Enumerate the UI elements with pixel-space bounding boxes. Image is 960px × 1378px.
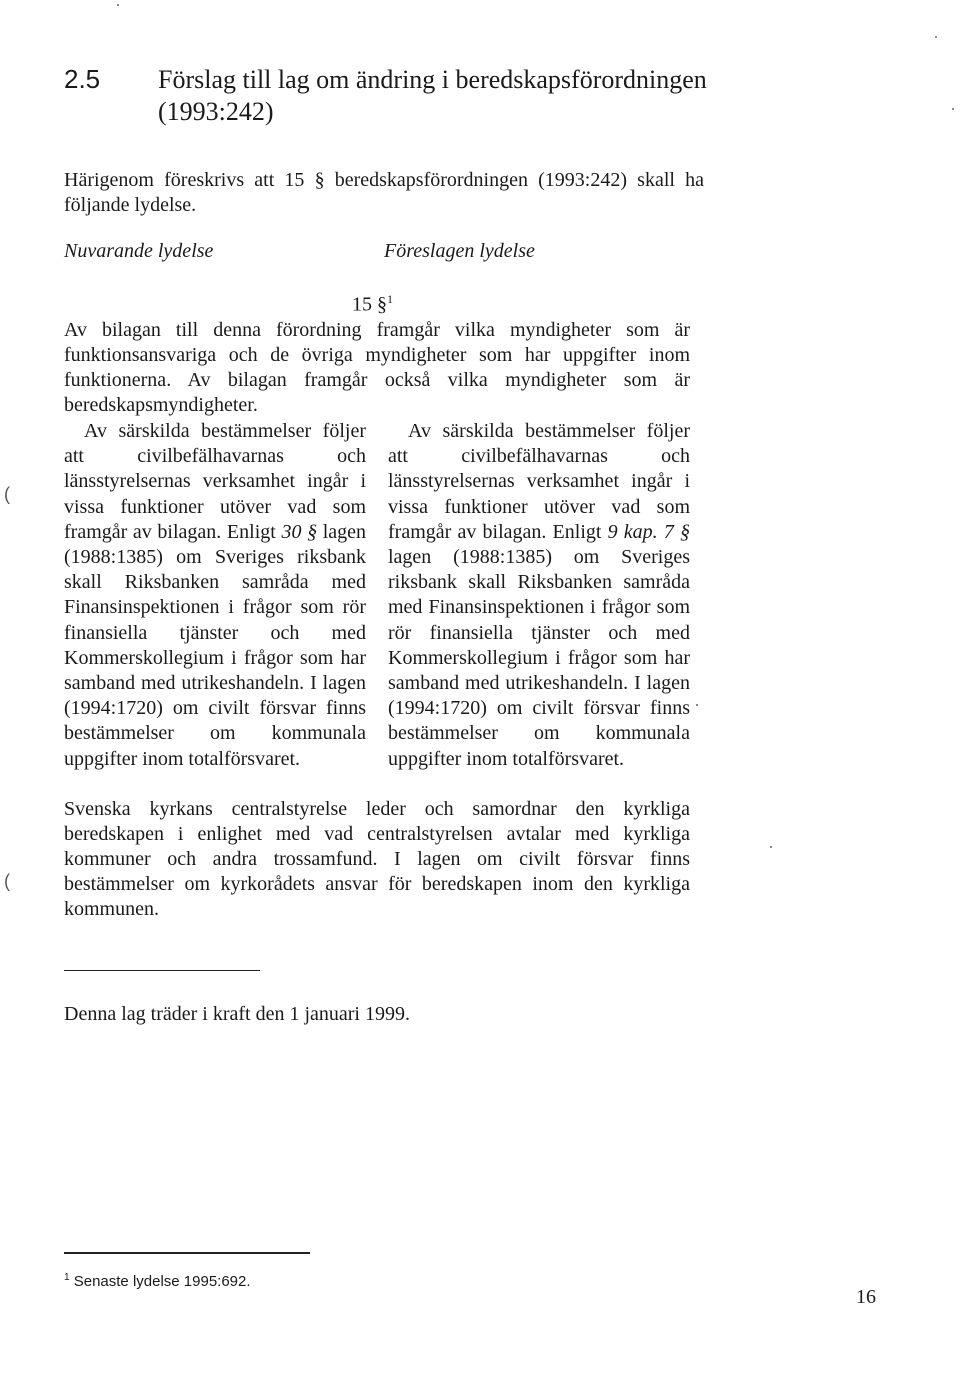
footnote-reference: 1 [387, 292, 393, 306]
current-text-after: lagen (1988:1385) om Sveriges riksbank skall Riksbanken samråda med Finansinspektionen i frågor som rör finansiella tjänster och med Kommerskollegium i frågor som har samband med utrikeshandeln. I lagen (1994:1720) om civilt försvar finns bestämmelser om kommunala uppgifter inom totalförsvaret. [64, 520, 367, 770]
footnote-text: Senaste lydelse 1995:692. [73, 1273, 251, 1290]
current-text-ref: 30 § [281, 520, 318, 543]
proposed-version-heading: Föreslagen lydelse [384, 240, 535, 262]
proposed-text-before: Av särskilda bestämmelser följer att civilbefälhavarnas och länsstyrelsernas verksamhet ingår i vissa funktioner utöver vad som framgår av bilagan. Enligt [388, 420, 690, 543]
scan-speck [952, 108, 954, 110]
current-version-heading: Nuvarande lydelse [64, 240, 214, 262]
section-number: 2.5 [64, 64, 101, 94]
common-text-first: Av bilagan till denna förordning framgår vilka myndigheter som är funktionsansvariga och de övriga myndigheter som har uppgifter inom funktionerna. Av bilagan framgår också vilka myndigheter som är beredskapsmyndigheter. [64, 319, 690, 416]
common-text-second: Svenska kyrkans centralstyrelse leder och samordnar den kyrkliga beredskapen i enlighet med vad centralstyrelsen avtalar med kyrkliga kommuner och andra trossamfund. I lagen om civilt försvar finns bestämmelser om kyrkorådets ansvar för beredskapen inom den kyrkliga kommunen. [64, 798, 690, 920]
proposed-text-ref: 9 kap. 7 § [607, 520, 690, 543]
footnote-marker: 1 [64, 1272, 70, 1283]
effective-date-text: Denna lag träder i kraft den 1 januari 1999. [64, 1003, 410, 1025]
proposed-text-after: lagen (1988:1385) om Sveriges riksbank skall Riksbanken samråda med Finansinspektionen i frågor som rör finansiella tjänster och med Kommerskollegium i frågor som har samband med utrikeshandeln. I lagen (1994:1720) om civilt försvar finns bestämmelser om kommunala uppgifter inom totalförsvaret. [388, 546, 690, 770]
current-text-before: Av särskilda bestämmelser följer att civilbefälhavarnas och länsstyrelsernas verksamhet ingår i vissa funktioner utöver vad som framgår av bilagan. Enligt [64, 420, 366, 543]
paragraph-label: 15 § [352, 293, 387, 316]
scan-speck [117, 4, 119, 6]
section-title: Förslag till lag om ändring i beredskapsförordningen (1993:242) [158, 65, 707, 126]
intro-paragraph: Härigenom föreskrivs att 15 § beredskapsförordningen (1993:242) skall ha följande lydelse. [64, 169, 704, 216]
proposed-version-text [388, 419, 690, 772]
footnote-separator [64, 1252, 310, 1254]
margin-mark: ( [4, 484, 10, 504]
separator-line [64, 970, 260, 971]
scan-speck [770, 846, 772, 848]
paragraph-number [352, 292, 393, 317]
margin-mark: ( [4, 871, 10, 891]
current-version-text [64, 419, 366, 772]
scan-speck [935, 36, 937, 38]
page-number: 16 [856, 1286, 876, 1308]
scan-speck [696, 704, 698, 706]
footnote [64, 1272, 251, 1290]
